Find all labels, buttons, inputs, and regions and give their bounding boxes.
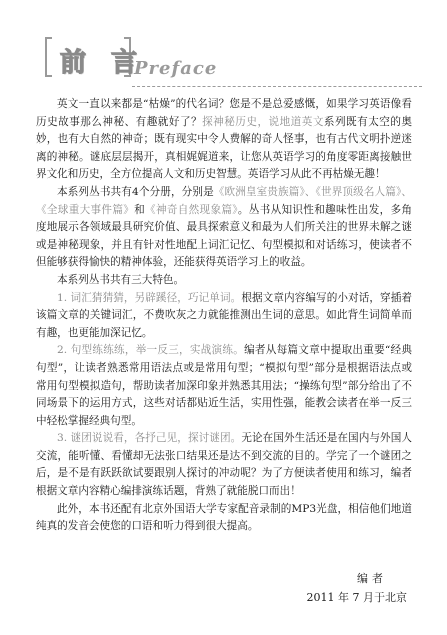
paragraph-text: 系列既有太空的奥妙，也有大自然的神奇；既有现实中令人费解的奇人怪事，也有古代文明扑逆迷离的神秘。谜底层层揭开，真相娓娓道来，让您从英语学习的角度零距离接触世界文化和历史，全方位提高人文和历史智慧。英语学习从此不再枯燥无趣！	[36, 115, 413, 181]
volume-title: 《神奇自然现象篇》	[145, 203, 238, 216]
paragraph-feature-2	[36, 342, 412, 430]
paragraph-text: 根据文章内容编写的小对话，穿插着该篇文章的关键词汇，不费吹灰之力就能推测出生词的意思。如此背生词简单而有趣，也更能加深记忆。	[36, 291, 412, 339]
volume-titles: 《欧洲皇室贵族篇》、《世界顶级名人篇》、《全球重大事件篇》	[36, 185, 412, 216]
preface-header	[30, 28, 420, 88]
paragraph-intro	[36, 96, 412, 184]
feature-heading: 3. 谜团说说看，各抒己见，探讨谜团。	[57, 432, 242, 445]
paragraph-text: 编者从每篇文章中提取出重要“经典句型”，让读者熟悉常用语法点或是常用句型；“模拟句型”部分是根据语法点或常用句型模拟造句，帮助读者加深印象并熟悉其用法；“操练句型”部分给出了不同场景下的运用方式，这些对话都贴近生活，实用性强，能教会读者在举一反三中轻松掌握经典句型。	[36, 344, 412, 427]
paragraph-mp3: 此外，本书还配有北京外国语大学专家配音录制的MP3光盘，相信他们地道纯真的发音会使您的口语和听力得到很大提高。	[36, 502, 412, 533]
page-title-english: Preface	[134, 58, 218, 79]
feature-heading: 1. 词汇猜猜猜，另辟蹊径，巧记单词。	[57, 291, 242, 304]
paragraph-text: 。丛书从知识性和趣味性出发，多角度地展示各领域最具研究价值、最具探索意义和最为人们所关注的世界未解之谜或是神秘现象，并且有针对性地配上词汇记忆、句型模拟和对话练习，使读者不但能够获得愉快的精神体验，还能获得英语学习上的收益。	[36, 203, 413, 269]
paragraph-text: 无论在国外生活还是在国内与外国人交流，能听懂、看懂却无法张口结果还是达不到交流的目的。学完了一个谜团之后，是不是有跃跃欲试要跟别人探讨的冲动呢？为了方便读者使用和练习，编者根据文章内容精心编排演练话题，背熟了就能脱口而出！	[36, 432, 412, 498]
signature-editor: 编者	[357, 572, 387, 585]
signature-date: 2011 年 7 月于北京	[306, 591, 407, 604]
paragraph-volumes	[36, 184, 412, 272]
paragraph-text: 英文一直以来都是“枯燥”的代名词？您是不是总爱感慨，如果学习英语像看历史故事那么神秘、有趣就好了？	[36, 98, 412, 128]
series-name: 探神秘历史，说地道英文	[202, 115, 324, 128]
paragraph-feature-1	[36, 290, 412, 343]
paragraph-feature-3	[36, 430, 412, 500]
preface-body	[36, 96, 412, 536]
paragraph-text: 和	[134, 203, 146, 216]
paragraph-features-intro: 本系列丛书共有三大特色。	[57, 273, 185, 286]
page-title: 前 言	[60, 48, 146, 78]
paragraph-text: 本系列丛书共有4个分册，分别是	[57, 185, 214, 198]
title-rule	[132, 86, 422, 88]
feature-heading: 2. 句型练练练，举一反三，实战演练。	[57, 344, 245, 357]
